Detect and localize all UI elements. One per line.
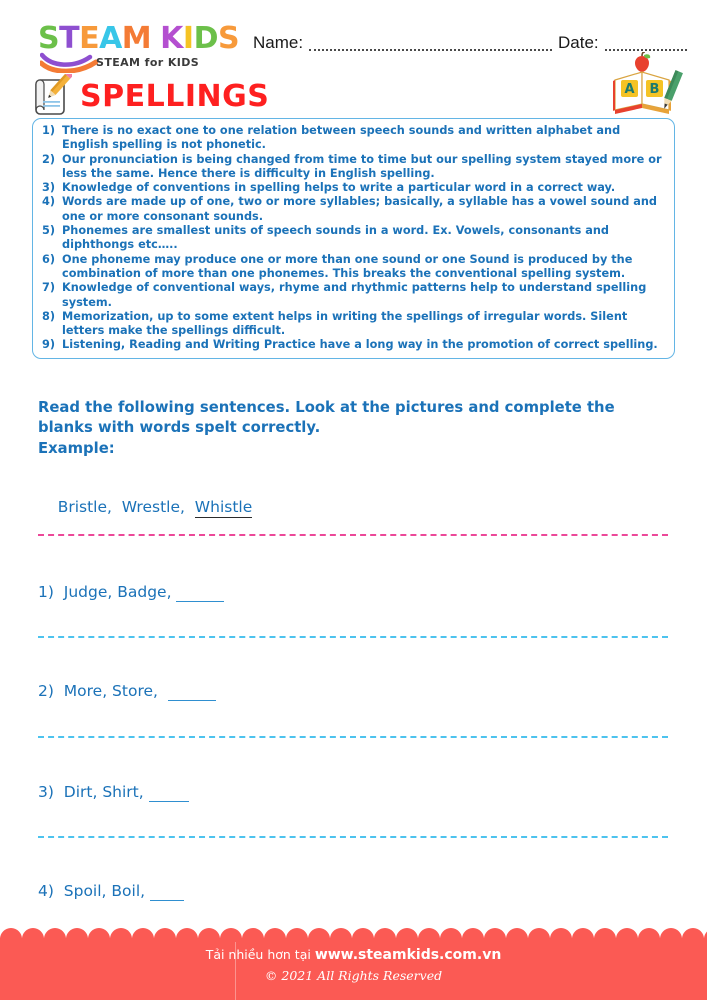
divider-line [38,836,668,838]
example-row [38,480,252,534]
note-number: 7) [42,281,56,295]
page-footer [0,938,707,1000]
logo-letter-s-0: S [38,21,60,56]
note-item [42,124,666,153]
answer-blank[interactable] [176,583,224,602]
note-item [42,224,666,253]
date-input[interactable] [605,38,687,51]
question-prompt: Judge, Badge, [53,583,177,601]
note-text: Memorization, up to some extent helps in writing the spellings of irregular words. Silent letters make the spellings difficult. [62,309,628,338]
svg-text:A: A [624,82,635,97]
steam-kids-logo [38,21,240,69]
question-prompt: More, Store, [53,682,168,700]
question-row [38,783,189,802]
divider-line [38,736,668,738]
note-number: 2) [42,152,56,166]
logo-letter-s-8: S [217,21,240,56]
swoosh-icon [40,51,98,73]
notepad-pencil-icon [32,74,72,118]
logo-letter-e-2: E [79,21,100,56]
note-text: There is no exact one to one relation between speech sounds and written alphabet and English spelling is not phonetic. [62,124,621,152]
note-item [42,153,666,182]
note-number: 1) [42,124,56,137]
footer-copyright: © 2021 All Rights Reserved [264,968,443,983]
answer-blank[interactable] [149,783,189,802]
logo-letter-k-5: K [160,21,183,56]
note-item [42,195,666,224]
note-text: Knowledge of conventional ways, rhyme and rhythmic patterns help to understand spelling system. [62,281,647,309]
note-item [42,310,666,339]
footer-url[interactable]: www.steamkids.com.vn [314,947,502,963]
name-input[interactable] [309,38,552,51]
question-number: 2) [38,682,54,700]
svg-text:B: B [649,82,660,97]
note-item [42,281,666,310]
logo-wordmark [38,21,240,56]
divider-line [38,534,668,536]
answer-blank[interactable] [150,882,184,901]
logo-letter-d-7: D [193,21,218,56]
note-number: 8) [42,309,56,323]
question-row [38,682,216,701]
footer-website-line [0,947,707,963]
name-date-row [253,34,687,51]
question-number: 1) [38,583,54,601]
note-item [42,338,666,352]
question-number: 3) [38,783,54,801]
logo-letter-m-4: M [121,21,152,56]
logo-letter-a-3: A [99,21,122,56]
divider-line [38,636,668,638]
page-header [0,0,707,78]
footer-prefix: Tải nhiều hơn tại [205,947,315,962]
logo-letter-i-6: I [182,21,194,56]
question-number: 4) [38,882,54,900]
logo-letter-t-1: T [59,21,80,56]
note-number: 3) [42,181,56,195]
note-text: Our pronunciation is being changed from time to time but our spelling system stayed more or less the same. Hence there is difficulty in English spelling. [62,152,662,180]
note-text: Words are made up of one, two or more syllables; basically, a syllable has a vowel sound and one or more consonant sounds. [62,195,657,223]
note-number: 9) [42,338,56,352]
scalloped-edge-icon [0,927,707,939]
question-row [38,583,224,602]
note-text: One phoneme may produce one or more than one sound or one Sound is produced by the combination of more than one phonemes. This breaks the conventional spelling system. [62,252,633,280]
example-given-words: Bristle, Wrestle, [57,498,195,516]
note-text: Listening, Reading and Writing Practice have a long way in the promotion of correct spelling. [62,338,658,352]
date-label: Date: [558,33,599,52]
name-label: Name: [253,33,304,52]
question-prompt: Spoil, Boil, [53,882,150,900]
note-text: Phonemes are smallest units of speech sounds in a word. Ex. Vowels, consonants and diphthongs etc….. [62,224,610,252]
example-answer: Whistle [194,498,253,516]
note-number: 4) [42,195,56,209]
open-book-apple-pencil-icon [609,52,685,116]
note-item [42,181,666,195]
note-number: 5) [42,224,56,238]
question-prompt: Dirt, Shirt, [53,783,149,801]
note-number: 6) [42,252,56,266]
answer-blank[interactable] [168,682,216,701]
page-title: SPELLINGS [80,79,270,114]
question-row [38,882,184,901]
note-text: Knowledge of conventions in spelling helps to write a particular word in a correct way. [62,181,616,195]
spelling-notes-box [32,118,675,359]
example-label: Example: [38,440,115,457]
logo-tagline: STEAM for KIDS [96,56,200,69]
note-item [42,253,666,282]
lead-instruction: Read the following sentences. Look at the pictures and complete the blanks with words spelt correctly. [38,399,615,436]
